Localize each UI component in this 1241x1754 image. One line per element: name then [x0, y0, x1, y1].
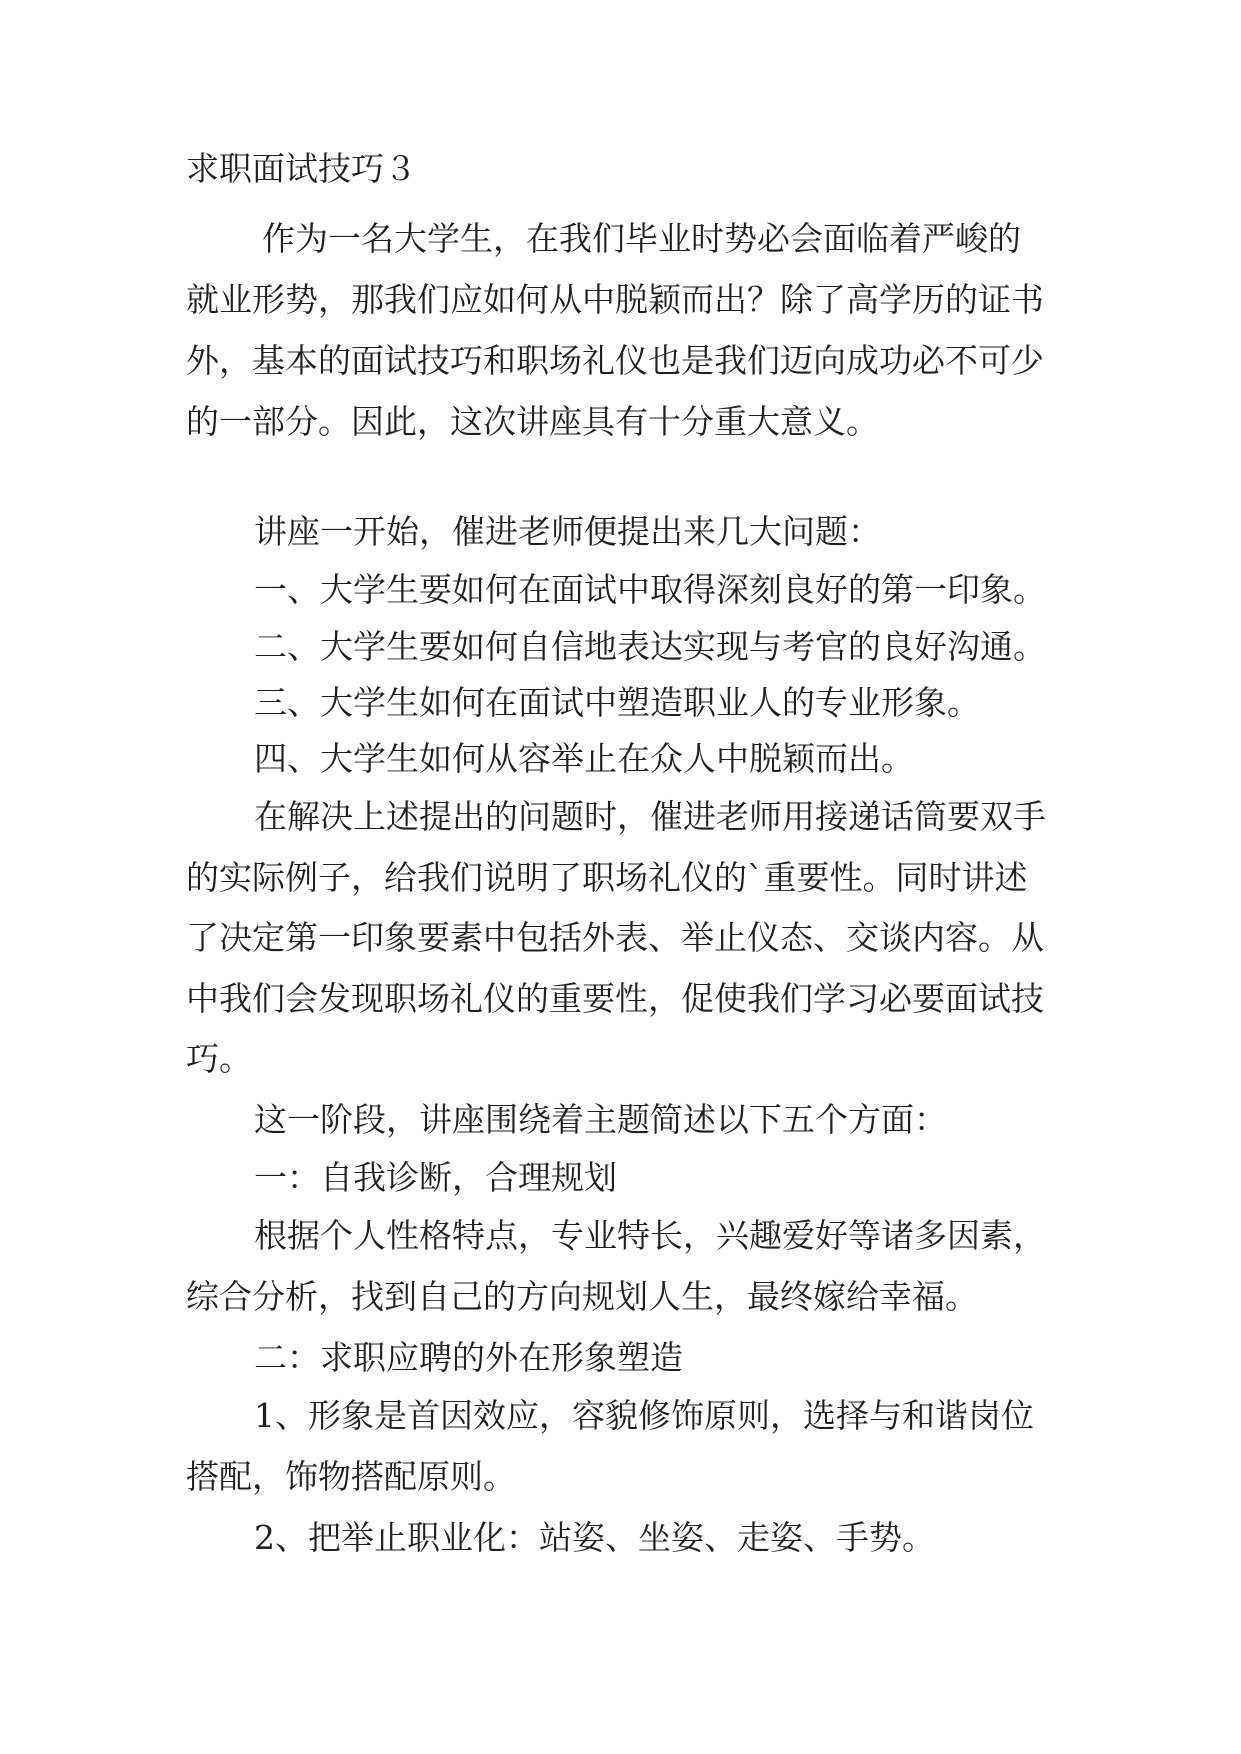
question-3: 三、大学生如何在面试中塑造职业人的专业形象。	[254, 683, 980, 722]
intro-line-3: 外，基本的面试技巧和职场礼仪也是我们迈向成功必不可少	[186, 341, 1044, 380]
section-2-item-1-line-2: 搭配，饰物搭配原则。	[186, 1457, 516, 1496]
explanation-line-3: 了决定第一印象要素中包括外表、举止仪态、交谈内容。从	[186, 918, 1044, 957]
question-2: 二、大学生要如何自信地表达实现与考官的良好沟通。	[254, 627, 1046, 666]
explanation-line-5: 巧。	[186, 1039, 252, 1078]
intro-line-4: 的一部分。因此，这次讲座具有十分重大意义。	[186, 402, 879, 441]
section-1-line-2: 综合分析，找到自己的方向规划人生，最终嫁给幸福。	[186, 1277, 978, 1316]
stage-intro: 这一阶段，讲座围绕着主题简述以下五个方面：	[254, 1100, 947, 1139]
section-2-item-1-line-1: 1、形象是首因效应，容貌修饰原则，选择与和谐岗位	[254, 1396, 1034, 1435]
section-2-item-2: 2、把举止职业化：站姿、坐姿、走姿、手势。	[254, 1518, 935, 1557]
intro-line-1: 作为一名大学生，在我们毕业时势必会面临着严峻的	[262, 219, 1021, 258]
section-1-line-1: 根据个人性格特点，专业特长，兴趣爱好等诸多因素，	[254, 1216, 1046, 1255]
intro-line-2: 就业形势，那我们应如何从中脱颖而出？除了高学历的证书	[186, 280, 1044, 319]
explanation-line-4: 中我们会发现职场礼仪的重要性，促使我们学习必要面试技	[186, 979, 1044, 1018]
section-2-heading: 二：求职应聘的外在形象塑造	[254, 1338, 683, 1377]
explanation-line-1: 在解决上述提出的问题时，催进老师用接递话筒要双手	[254, 797, 1046, 836]
question-4: 四、大学生如何从容举止在众人中脱颖而出。	[254, 739, 914, 778]
explanation-line-2: 的实际例子，给我们说明了职场礼仪的`重要性。同时讲述	[186, 858, 1028, 897]
document-title: 求职面试技巧３	[186, 149, 417, 188]
section-1-heading: 一：自我诊断，合理规划	[254, 1158, 617, 1197]
questions-intro: 讲座一开始，催进老师便提出来几大问题：	[254, 512, 881, 551]
question-1: 一、大学生要如何在面试中取得深刻良好的第一印象。	[254, 570, 1046, 609]
